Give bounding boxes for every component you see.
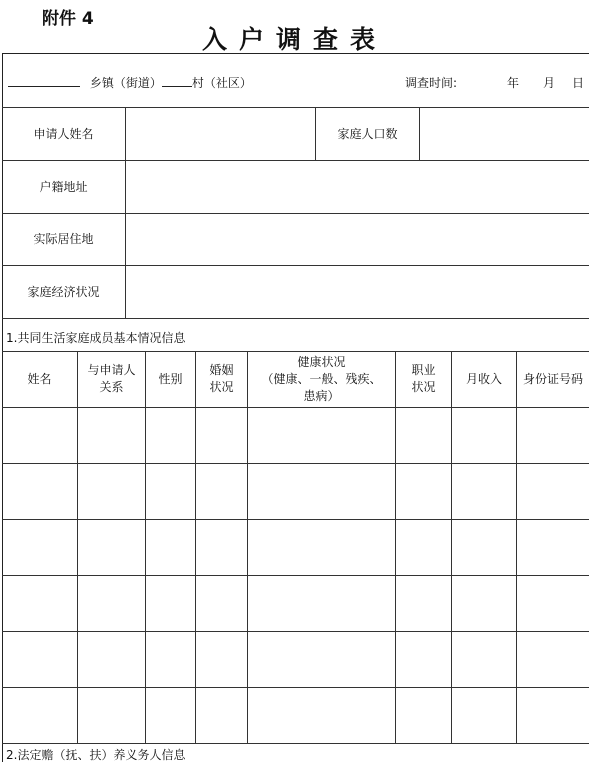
member-cell[interactable] xyxy=(196,464,247,518)
column-header-health-status: 健康状况 （健康、一般、残疾、 患病） xyxy=(261,355,382,403)
member-cell[interactable] xyxy=(78,688,145,742)
member-cell[interactable] xyxy=(452,408,516,462)
rule xyxy=(2,743,589,744)
economic-status-label: 家庭经济状况 xyxy=(27,285,100,299)
rule xyxy=(2,265,589,266)
member-cell[interactable] xyxy=(248,464,395,518)
location-line xyxy=(8,74,252,91)
rule xyxy=(2,351,589,352)
township-suffix: 乡镇（街道） xyxy=(89,76,162,90)
household-register-label: 户籍地址 xyxy=(39,180,88,194)
member-cell[interactable] xyxy=(146,520,195,574)
member-cell[interactable] xyxy=(146,688,195,742)
attachment-label: 附件 4 xyxy=(42,9,94,29)
member-cell[interactable] xyxy=(146,464,195,518)
member-cell[interactable] xyxy=(396,688,451,742)
section1-title: 1.共同生活家庭成员基本情况信息 xyxy=(6,331,186,345)
rule xyxy=(2,160,589,161)
member-cell[interactable] xyxy=(78,520,145,574)
column-header-name: 姓名 xyxy=(27,372,52,386)
column-header-id-number: 身份证号码 xyxy=(522,372,583,386)
member-cell[interactable] xyxy=(78,632,145,686)
household-size-label: 家庭人口数 xyxy=(337,127,398,141)
member-cell[interactable] xyxy=(517,632,588,686)
village-suffix: 村（社区） xyxy=(191,76,252,90)
member-cell[interactable] xyxy=(396,408,451,462)
member-cell[interactable] xyxy=(78,408,145,462)
member-cell[interactable] xyxy=(2,688,77,742)
member-cell[interactable] xyxy=(396,464,451,518)
household-size-field[interactable] xyxy=(420,120,589,150)
member-cell[interactable] xyxy=(196,576,247,630)
member-cell[interactable] xyxy=(78,464,145,518)
member-cell[interactable] xyxy=(517,576,588,630)
member-cell[interactable] xyxy=(248,576,395,630)
rule xyxy=(2,107,589,108)
rule xyxy=(2,318,589,319)
applicant-name-label: 申请人姓名 xyxy=(33,127,94,141)
column-header-occupation: 职业 状况 xyxy=(411,363,436,394)
member-cell[interactable] xyxy=(146,632,195,686)
column-header-gender: 性别 xyxy=(158,372,183,386)
day-label: 日 xyxy=(572,76,585,90)
member-cell[interactable] xyxy=(452,464,516,518)
member-cell[interactable] xyxy=(196,632,247,686)
page-title: 入户调查表 xyxy=(201,25,387,54)
applicant-name-field[interactable] xyxy=(126,120,315,150)
member-cell[interactable] xyxy=(2,520,77,574)
member-cell[interactable] xyxy=(452,632,516,686)
member-cell[interactable] xyxy=(452,576,516,630)
column-header-relation: 与申请人 关系 xyxy=(87,363,136,394)
member-cell[interactable] xyxy=(396,632,451,686)
column-header-monthly-income: 月收入 xyxy=(465,372,502,386)
village-blank[interactable] xyxy=(162,74,192,87)
survey-time-label: 调查时间: xyxy=(405,76,458,90)
year-label: 年 xyxy=(507,76,520,90)
member-cell[interactable] xyxy=(196,520,247,574)
member-cell[interactable] xyxy=(248,408,395,462)
month-label: 月 xyxy=(543,76,556,90)
member-cell[interactable] xyxy=(517,408,588,462)
member-cell[interactable] xyxy=(2,464,77,518)
member-cell[interactable] xyxy=(196,408,247,462)
household-register-field[interactable] xyxy=(126,170,589,205)
member-cell[interactable] xyxy=(146,576,195,630)
section2-title: 2.法定赡（抚、扶）养义务人信息 xyxy=(6,748,186,762)
member-cell[interactable] xyxy=(517,464,588,518)
economic-status-field[interactable] xyxy=(126,275,589,310)
member-cell[interactable] xyxy=(2,632,77,686)
member-cell[interactable] xyxy=(78,576,145,630)
member-cell[interactable] xyxy=(248,632,395,686)
member-cell[interactable] xyxy=(248,688,395,742)
member-cell[interactable] xyxy=(452,688,516,742)
rule xyxy=(2,213,589,214)
member-cell[interactable] xyxy=(517,520,588,574)
residence-field[interactable] xyxy=(126,222,589,257)
member-cell[interactable] xyxy=(248,520,395,574)
column-header-marital-status: 婚姻 状况 xyxy=(209,363,234,394)
residence-label: 实际居住地 xyxy=(33,232,94,246)
member-cell[interactable] xyxy=(452,520,516,574)
member-cell[interactable] xyxy=(396,520,451,574)
member-cell[interactable] xyxy=(2,408,77,462)
member-cell[interactable] xyxy=(517,688,588,742)
member-cell[interactable] xyxy=(196,688,247,742)
member-cell[interactable] xyxy=(146,408,195,462)
member-cell[interactable] xyxy=(2,576,77,630)
township-blank[interactable] xyxy=(8,74,80,87)
member-cell[interactable] xyxy=(396,576,451,630)
